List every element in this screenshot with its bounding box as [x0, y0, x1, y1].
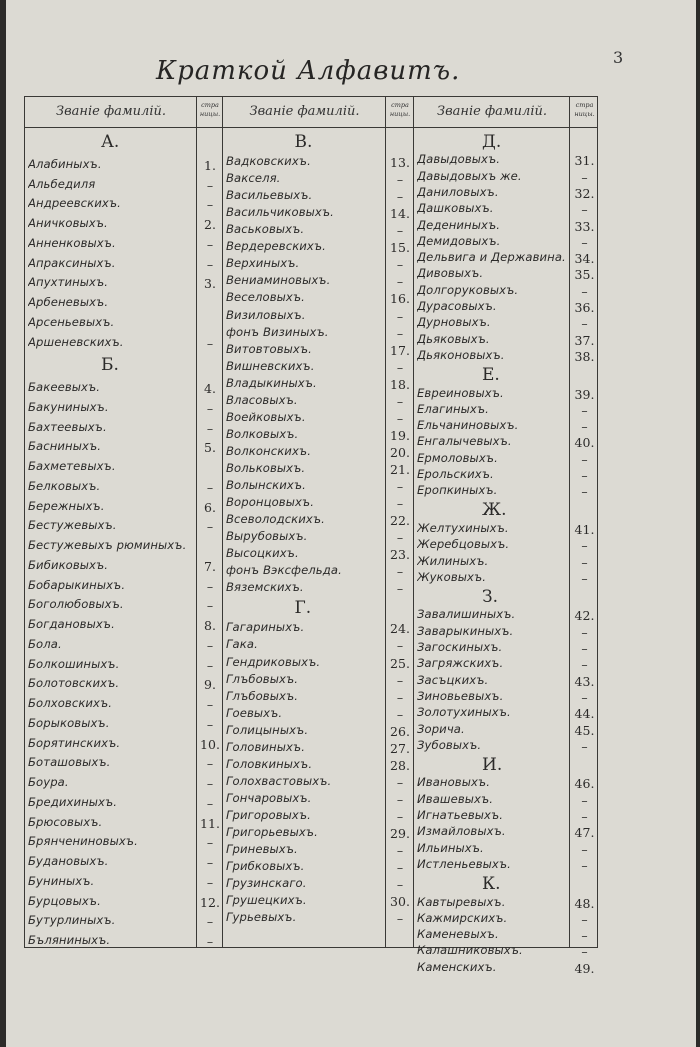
- page-reference: –: [396, 223, 404, 239]
- page-reference: 5.: [204, 440, 216, 456]
- surname-entry: Будановыхъ.: [28, 854, 109, 868]
- page-reference: –: [206, 657, 214, 673]
- surname-entry: Вяземскихъ.: [226, 580, 304, 595]
- page-reference: 6.: [204, 499, 216, 515]
- surname-entry: Витовтовыхъ.: [226, 341, 312, 356]
- surname-entry: Вишневскихъ.: [226, 358, 315, 373]
- surname-entry: Воронцовыхъ.: [226, 495, 314, 510]
- surname-entry: Бъляниныхъ.: [28, 933, 111, 947]
- surname-entry: Аршеневскихъ.: [28, 334, 124, 349]
- page-reference: 42.: [574, 608, 595, 624]
- surname-entry: Власовыхъ.: [226, 392, 298, 407]
- section-letter: К.: [482, 873, 501, 894]
- surname-entry: Бестужевыхъ рюминыхъ.: [28, 538, 187, 552]
- section-letter: Ж.: [482, 500, 507, 521]
- page-reference: –: [206, 420, 214, 436]
- surname-entry: Дьяконовыхъ.: [417, 347, 505, 362]
- surname-entry: Визиловыхъ.: [226, 307, 306, 322]
- page-reference: –: [206, 637, 214, 653]
- page-reference: 41.: [574, 521, 595, 537]
- surname-entry: фонъ Вэксфельда.: [226, 563, 342, 578]
- page-reference: –: [581, 624, 588, 640]
- page-reference: –: [396, 877, 404, 893]
- surname-entry: Истленьевыхъ.: [417, 856, 511, 871]
- surname-entry: Голохвастовыхъ.: [226, 773, 332, 788]
- surname-entry: Дельвига и Державина.: [417, 250, 566, 265]
- page-reference: –: [396, 791, 404, 807]
- surname-entry: Боура.: [28, 775, 69, 789]
- page-reference: 36.: [574, 300, 595, 315]
- surname-entry: Верхиныхъ.: [226, 256, 300, 271]
- surname-entry: Дашковыхъ.: [417, 201, 494, 216]
- surname-entry: Гончаровыхъ.: [226, 790, 312, 805]
- alphabet-index-table: [24, 96, 598, 976]
- surname-entry: Загряжскихъ.: [417, 656, 504, 671]
- surname-entry: Глъбовыхъ.: [226, 688, 299, 703]
- surname-entry: Волынскихъ.: [226, 478, 306, 492]
- page-reference: 28.: [390, 757, 410, 773]
- page-reference: –: [396, 706, 404, 722]
- page-reference: 20.: [390, 444, 410, 460]
- page-reference: 49.: [574, 960, 595, 976]
- page-reference: –: [581, 316, 588, 332]
- surname-entry: Альбедиля: [28, 176, 96, 191]
- page-reference: –: [581, 283, 588, 299]
- page-reference: –: [581, 657, 588, 673]
- surname-entry: Глъбовыхъ.: [226, 671, 299, 686]
- surname-entry: Боголюбовыхъ.: [28, 597, 124, 612]
- surname-entry: Бибиковыхъ.: [28, 557, 109, 572]
- page-reference: 2.: [204, 217, 216, 232]
- page-reference: –: [396, 843, 404, 859]
- surname-entry: Еропкиныхъ.: [417, 483, 498, 498]
- header-surname: Званіе фамилій.: [56, 104, 166, 119]
- page-reference: –: [206, 697, 214, 712]
- section-letter: З.: [482, 586, 498, 607]
- surname-entry: Арсеньевыхъ.: [28, 314, 115, 329]
- surname-entry: Владыкиныхъ.: [226, 375, 317, 390]
- surname-entry: Даниловыхъ.: [417, 184, 499, 199]
- surname-entry: Болховскихъ.: [28, 696, 113, 710]
- page-reference: –: [396, 564, 404, 580]
- page-reference: –: [581, 451, 588, 467]
- page-reference: –: [581, 419, 588, 435]
- page-reference: –: [581, 738, 588, 754]
- surname-entry: Бутурлиныхъ.: [28, 913, 116, 928]
- surname-entry: Веселовыхъ.: [226, 290, 305, 305]
- surname-entry: Ивашевыхъ.: [417, 791, 494, 806]
- surname-entry: Головкиныхъ.: [226, 756, 313, 771]
- page-reference: –: [206, 177, 214, 193]
- surname-entry: Вольковыхъ.: [226, 460, 306, 475]
- page-reference: 1.: [204, 157, 216, 173]
- page-reference: –: [396, 860, 404, 876]
- page-reference: –: [206, 855, 214, 870]
- surname-entry: Гендриковыхъ.: [226, 654, 321, 669]
- surname-entry: Алабиныхъ.: [28, 156, 102, 171]
- surname-entry: Зорича.: [417, 721, 465, 736]
- page-reference: 44.: [574, 706, 595, 722]
- page-reference: 15.: [390, 240, 410, 256]
- page-reference: –: [581, 468, 588, 483]
- surname-entry: Каменскихъ.: [417, 959, 497, 974]
- page-reference: –: [396, 189, 404, 205]
- page-reference: –: [206, 874, 214, 890]
- ledger-page: [6, 0, 696, 1047]
- page-reference: –: [206, 236, 214, 252]
- surname-entry: Бакуниныхъ.: [28, 399, 109, 414]
- surname-entry: Ивановыхъ.: [417, 775, 491, 790]
- page-reference: –: [581, 169, 588, 185]
- page-reference: –: [581, 402, 588, 418]
- page-reference: –: [396, 911, 404, 927]
- surname-entry: Бурцовыхъ.: [28, 893, 101, 908]
- surname-entry: Дедениныхъ.: [417, 217, 501, 232]
- surname-entry: Воейковыхъ.: [226, 409, 306, 424]
- surname-entry: Брянчениновыхъ.: [28, 834, 138, 849]
- header-surname: Званіе фамилій.: [437, 104, 547, 119]
- surname-entry: Жилиныхъ.: [417, 553, 489, 568]
- surname-entry: Вадковскихъ.: [226, 154, 311, 169]
- section-letter: А.: [101, 132, 120, 152]
- surname-entry: Золотухиныхъ.: [417, 705, 511, 720]
- page-reference: –: [581, 570, 588, 586]
- surname-entry: Апухтиныхъ.: [28, 275, 109, 290]
- surname-entry: Давыдовыхъ.: [417, 152, 501, 167]
- surname-entry: Ермоловыхъ.: [417, 450, 498, 465]
- page-reference: –: [206, 914, 214, 930]
- page-reference: 9.: [204, 677, 216, 693]
- surname-entry: Брюсовыхъ.: [28, 814, 103, 829]
- header-surname: Званіе фамилій.: [249, 104, 360, 119]
- surname-entry: Гриневыхъ.: [226, 842, 298, 857]
- page-reference: –: [206, 479, 214, 495]
- surname-entry: Борятинскихъ.: [28, 735, 121, 750]
- surname-entry: Зиновьевыхъ.: [417, 688, 504, 703]
- page-reference: 33.: [574, 218, 595, 234]
- page-reference: –: [396, 410, 404, 426]
- page-reference: –: [396, 393, 404, 409]
- page-reference: 16.: [390, 291, 410, 307]
- page-reference: 7.: [204, 558, 216, 574]
- surname-entry: Буниныхъ.: [28, 873, 95, 888]
- surname-entry: Грузинскаго.: [226, 876, 307, 891]
- page-reference: –: [396, 274, 404, 290]
- surname-entry: Дурасовыхъ.: [417, 299, 497, 313]
- page-reference: –: [396, 808, 404, 824]
- surname-entry: Болотовскихъ.: [28, 676, 120, 691]
- page-reference: –: [396, 638, 404, 654]
- section-letter: В.: [294, 132, 313, 152]
- page-reference: –: [581, 944, 588, 960]
- surname-entry: Бредихиныхъ.: [28, 794, 118, 809]
- page-reference: –: [206, 835, 214, 851]
- page-reference: 47.: [574, 825, 595, 841]
- page-reference: –: [206, 400, 214, 416]
- surname-entry: Бестужевыхъ.: [28, 518, 117, 533]
- page-reference: 32.: [574, 185, 595, 201]
- surname-entry: Аничковыхъ.: [28, 216, 108, 230]
- page-reference: –: [581, 911, 588, 927]
- page-reference: 26.: [390, 723, 410, 739]
- surname-entry: Ерольскихъ.: [417, 467, 494, 481]
- surname-entry: Боташовыхъ.: [28, 755, 111, 770]
- surname-entry: Вердеревскихъ.: [226, 239, 326, 254]
- page-reference: 12.: [200, 894, 220, 910]
- surname-entry: Бола.: [28, 636, 62, 651]
- surname-entry: Ильиныхъ.: [417, 840, 484, 855]
- page-reference: –: [396, 689, 404, 705]
- header-page: стра ницы.: [389, 101, 411, 118]
- surname-entry: Вакселя.: [226, 171, 281, 186]
- page-reference: –: [206, 197, 214, 213]
- page-reference: –: [581, 809, 588, 824]
- page-title: Краткой Алфавитъ.: [156, 56, 461, 86]
- page-reference: 39.: [574, 386, 595, 402]
- page-reference: 22.: [390, 513, 410, 529]
- surname-entry: Всеволодскихъ.: [226, 512, 325, 527]
- page-reference: 23.: [390, 547, 410, 563]
- page-reference: 48.: [574, 895, 595, 911]
- page-reference: –: [581, 554, 588, 570]
- page-reference: –: [206, 578, 214, 594]
- section-letter: Д.: [482, 131, 502, 152]
- surname-entry: Андреевскихъ.: [28, 196, 121, 211]
- header-page: стра ницы.: [199, 101, 221, 118]
- surname-entry: Гака.: [226, 637, 258, 652]
- page-reference: 46.: [574, 776, 595, 792]
- surname-entry: Завалишиныхъ.: [417, 607, 516, 622]
- surname-entry: Долгоруковыхъ.: [417, 282, 519, 297]
- page-reference: –: [396, 479, 404, 494]
- surname-entry: Калашниковыхъ.: [417, 943, 523, 958]
- header-page: стра ницы.: [574, 101, 595, 118]
- surname-entry: Белковыхъ.: [28, 478, 101, 493]
- surname-entry: Каменевыхъ.: [417, 927, 499, 942]
- surname-entry: Зубовыхъ.: [417, 737, 482, 752]
- page-reference: –: [206, 795, 214, 811]
- page-reference: –: [396, 774, 404, 790]
- page-reference: 29.: [390, 826, 410, 841]
- surname-entry: Гагариныхъ.: [226, 620, 305, 635]
- surname-entry: Заварыкиныхъ.: [417, 623, 514, 638]
- section-letter: Б.: [101, 355, 119, 376]
- page-reference: –: [396, 325, 404, 341]
- page-reference: 3.: [204, 276, 216, 292]
- page-number: 3: [613, 48, 624, 67]
- surname-entry: Вениаминовыхъ.: [226, 273, 331, 288]
- surname-entry: Засъцкихъ.: [417, 672, 489, 687]
- surname-entry: Бахтеевыхъ.: [28, 419, 107, 434]
- surname-entry: Арбеневыхъ.: [28, 295, 109, 309]
- page-reference: 11.: [200, 815, 220, 831]
- surname-entry: Измайловыхъ.: [417, 824, 506, 839]
- page-reference: –: [581, 234, 588, 250]
- surname-entry: Кажмирскихъ.: [417, 910, 508, 925]
- page-reference: –: [396, 257, 404, 273]
- page-reference: 19.: [390, 427, 410, 443]
- surname-entry: Волконскихъ.: [226, 443, 311, 458]
- surname-entry: Евреиновыхъ.: [417, 385, 504, 400]
- surname-entry: Бобарыкиныхъ.: [28, 577, 126, 592]
- surname-entry: Басниныхъ.: [28, 439, 102, 454]
- surname-entry: Борыковыхъ.: [28, 715, 110, 730]
- page-reference: 43.: [574, 673, 595, 689]
- page-reference: –: [206, 519, 214, 535]
- page-reference: 34.: [574, 251, 595, 267]
- page-reference: –: [396, 359, 404, 375]
- page-reference: –: [396, 496, 404, 512]
- page-reference: 45.: [574, 722, 595, 738]
- page-reference: 10.: [200, 736, 220, 752]
- surname-entry: Голицыныхъ.: [226, 722, 309, 737]
- page-reference: 40.: [574, 435, 595, 451]
- surname-entry: Демидовыхъ.: [417, 233, 501, 248]
- surname-entry: Дивовыхъ.: [417, 266, 484, 281]
- surname-entry: Кавтыревыхъ.: [417, 894, 506, 909]
- page-reference: –: [206, 756, 214, 772]
- section-letter: Е.: [482, 364, 500, 385]
- surname-entry: Вырубовыхъ.: [226, 529, 308, 544]
- surname-entry: Дьяковыхъ.: [417, 331, 490, 346]
- surname-entry: Грибковыхъ.: [226, 859, 305, 874]
- page-reference: –: [581, 792, 588, 808]
- page-reference: 17.: [390, 342, 410, 358]
- surname-entry: Грушецкихъ.: [226, 893, 307, 908]
- surname-entry: фонъ Визиныхъ.: [226, 324, 329, 339]
- page-reference: 4.: [204, 381, 216, 396]
- page-reference: –: [581, 484, 588, 500]
- surname-entry: Григоровыхъ.: [226, 807, 311, 822]
- page-reference: 30.: [390, 894, 410, 910]
- surname-entry: Жуковыхъ.: [417, 569, 487, 584]
- surname-entry: Енгалычевыхъ.: [417, 434, 512, 449]
- surname-entry: Высоцкихъ.: [226, 546, 299, 561]
- page-reference: –: [581, 202, 588, 218]
- surname-entry: Богдановыхъ.: [28, 617, 115, 631]
- surname-entry: Игнатьевыхъ.: [417, 808, 504, 822]
- page-reference: –: [396, 672, 404, 688]
- page-reference: –: [396, 308, 404, 324]
- surname-entry: Жеребцовыхъ.: [417, 537, 510, 552]
- surname-entry: Дурновыхъ.: [417, 315, 491, 330]
- section-letter: И.: [482, 754, 503, 775]
- surname-entry: Бакеевыхъ.: [28, 380, 101, 394]
- surname-entry: Елагиныхъ.: [417, 401, 489, 416]
- page-reference: –: [206, 934, 214, 949]
- page-reference: 8.: [204, 618, 216, 633]
- page-reference: –: [581, 857, 588, 873]
- surname-entry: Гоевыхъ.: [226, 705, 283, 720]
- surname-entry: Желтухиныхъ.: [417, 520, 509, 535]
- page-reference: –: [581, 641, 588, 656]
- page-reference: 18.: [390, 376, 410, 392]
- surname-entry: Волковыхъ.: [226, 426, 299, 441]
- page-reference: 25.: [390, 655, 410, 671]
- page-reference: 27.: [390, 740, 410, 756]
- section-letter: Г.: [294, 598, 312, 619]
- page-reference: 21.: [390, 461, 410, 477]
- page-reference: –: [581, 841, 588, 857]
- surname-entry: Анненковыхъ.: [28, 235, 116, 250]
- surname-entry: Гурьевыхъ.: [226, 910, 297, 925]
- page-reference: –: [396, 581, 404, 597]
- surname-entry: Давыдовыхъ же.: [417, 168, 522, 183]
- page-reference: –: [396, 530, 404, 546]
- page-reference: –: [206, 598, 214, 614]
- page-reference: –: [206, 716, 214, 732]
- page-reference: 24.: [390, 621, 410, 637]
- surname-entry: Апраксиныхъ.: [28, 255, 116, 270]
- surname-entry: Болкошиныхъ.: [28, 656, 120, 671]
- surname-entry: Загоскиныхъ.: [417, 640, 503, 654]
- surname-entry: Бахметевыхъ.: [28, 459, 116, 473]
- surname-entry: Головиныхъ.: [226, 739, 305, 754]
- surname-entry: Васильчиковыхъ.: [226, 205, 334, 220]
- page-reference: –: [581, 689, 588, 705]
- page-reference: –: [206, 776, 214, 791]
- page-reference: 14.: [390, 206, 410, 222]
- surname-entry: Бережныхъ.: [28, 498, 105, 513]
- surname-entry: Григорьевыхъ.: [226, 825, 318, 839]
- page-reference: 37.: [574, 332, 595, 348]
- page-reference: –: [581, 928, 588, 944]
- page-reference: –: [206, 256, 214, 272]
- page-reference: 31.: [574, 153, 595, 169]
- surname-entry: Ельчаниновыхъ.: [417, 418, 519, 433]
- page-reference: –: [581, 538, 588, 554]
- page-reference: 13.: [390, 155, 410, 171]
- page-reference: 35.: [574, 267, 595, 283]
- page-reference: –: [396, 172, 404, 188]
- page-reference: 38.: [574, 348, 595, 364]
- page-reference: –: [206, 335, 214, 351]
- surname-entry: Васьковыхъ.: [226, 222, 305, 237]
- surname-entry: Васильевыхъ.: [226, 188, 313, 203]
